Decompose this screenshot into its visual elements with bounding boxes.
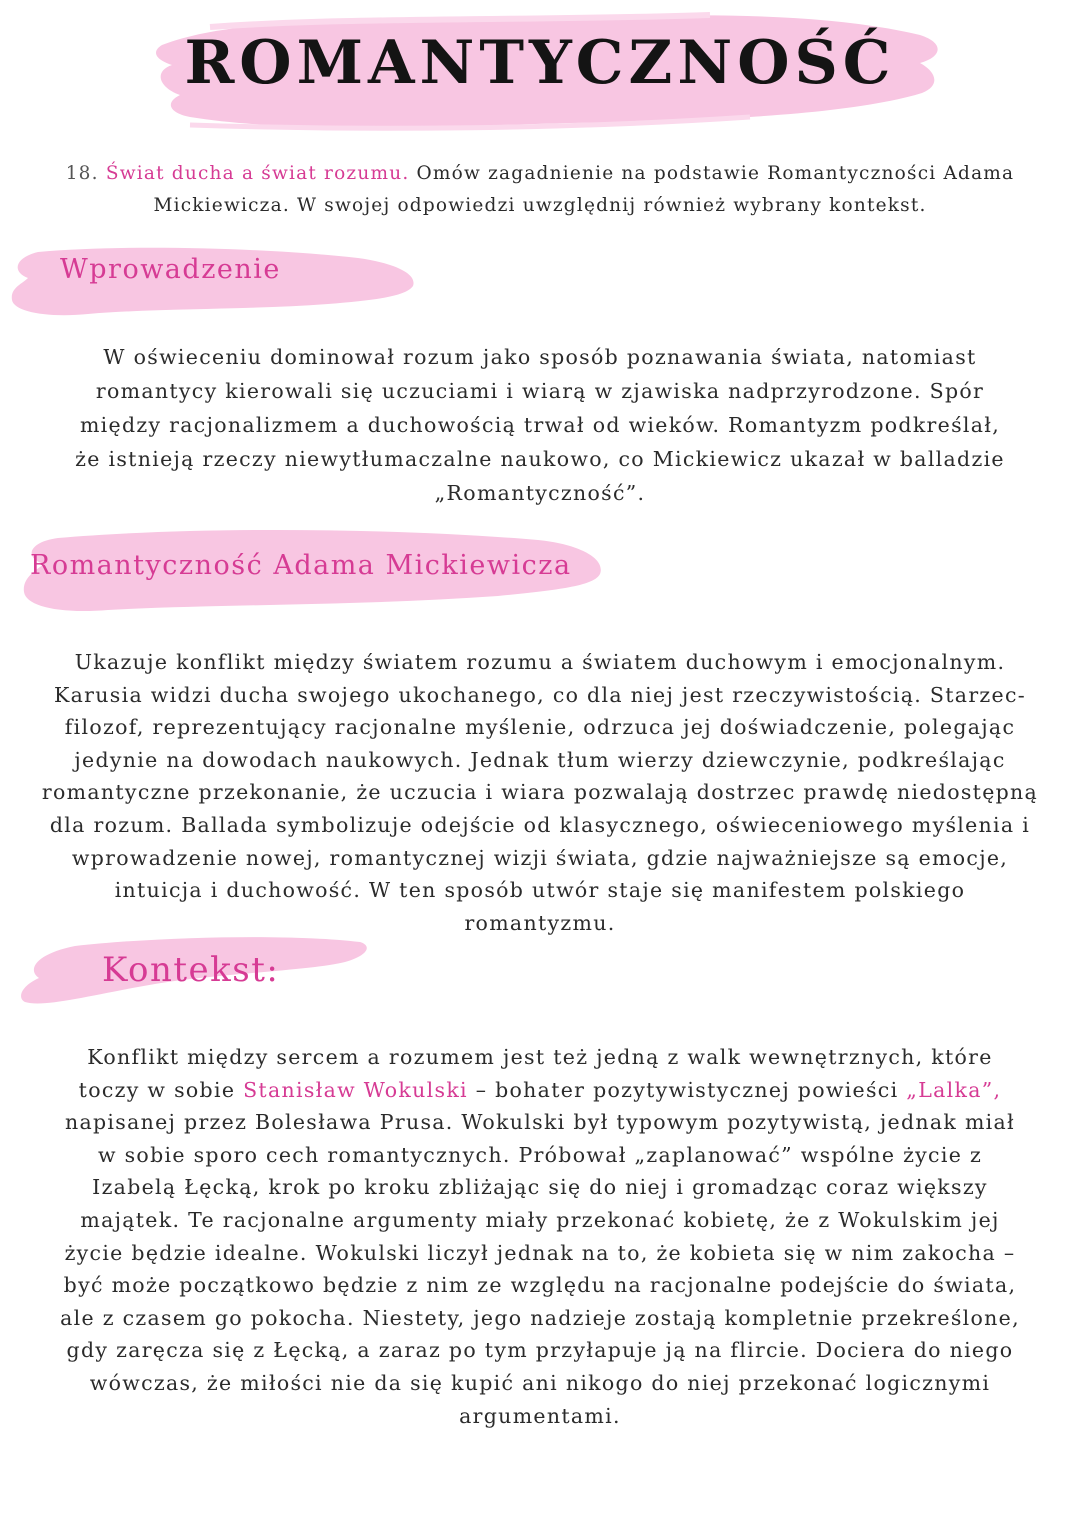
paragraph-line: filozof, reprezentujący racjonalne myślenie, odrzuca jej doświadczenie, polegając bbox=[64, 715, 1016, 740]
paragraph-line: być może początkowo będzie z nim ze względu na racjonalne podejście do świata, bbox=[63, 1273, 1017, 1298]
paragraph-line bbox=[79, 1078, 1002, 1102]
paragraph-line: napisanej przez Bolesława Prusa. Wokulski był typowym pozytywistą, jednak miał bbox=[64, 1110, 1016, 1135]
paragraph-line: argumentami. bbox=[459, 1403, 621, 1428]
paragraph-line: romantycy kierowali się uczuciami i wiarą w zjawiska nadprzyrodzone. Spór bbox=[95, 379, 985, 403]
line-text: toczy w sobie bbox=[78, 1077, 236, 1102]
paragraph-line: intuicja i duchowość. W ten sposób utwór staje się manifestem polskiego bbox=[114, 878, 966, 903]
question-text-line1: Omów zagadnienie na podstawie Romantyczności Adama bbox=[416, 163, 1015, 184]
paragraph-line: Konflikt między sercem a rozumem jest też jedną z walk wewnętrznych, które bbox=[87, 1045, 993, 1069]
context-paragraph bbox=[8, 1041, 1072, 1432]
paragraph-line: między racjonalizmem a duchowością trwał od wieków. Romantyzm podkreślał, bbox=[79, 413, 1001, 437]
section-heading-intro: Wprowadzenie bbox=[60, 254, 281, 285]
paragraph-line: życie będzie idealne. Wokulski liczył jednak na to, że kobieta się w nim zakocha – bbox=[64, 1240, 1016, 1265]
paragraph-line: „Romantyczność”. bbox=[434, 481, 646, 505]
paragraph-line: jedynie na dowodach naukowych. Jednak tłum wierzy dziewczynie, podkreślając bbox=[74, 747, 1006, 772]
paragraph-line: Karusia widzi ducha swojego ukochanego, co dla niej jest rzeczywistością. Starzec- bbox=[54, 682, 1026, 707]
paragraph-line: romantyczne przekonanie, że uczucia i wiara pozwalają dostrzec prawdę niedostępną bbox=[41, 780, 1039, 805]
question-number: 18. bbox=[65, 163, 99, 184]
paragraph-line: że istnieją rzeczy niewytłumaczalne naukowo, co Mickiewicz ukazał w balladzie bbox=[75, 447, 1005, 471]
paragraph-line: wprowadzenie nowej, romantycznej wizji świata, gdzie najważniejsze są emocje, bbox=[71, 845, 1009, 870]
paragraph-line: dla rozum. Ballada symbolizuje odejście od klasycznego, oświeceniowego myślenia i bbox=[49, 812, 1031, 837]
paragraph-line: wówczas, że miłości nie da się kupić ani nikogo do niej przekonać logicznymi bbox=[89, 1370, 991, 1395]
paragraph-line: gdy zaręcza się z Łęcką, a zaraz po tym przyłapuje ją na flircie. Dociera do niego bbox=[66, 1338, 1014, 1363]
paragraph-line: W oświeceniu dominował rozum jako sposób poznawania świata, natomiast bbox=[103, 345, 977, 369]
section-heading-ballad: Romantyczność Adama Mickiewicza bbox=[30, 550, 572, 581]
line-text: – bohater pozytywistycznej powieści bbox=[475, 1077, 899, 1102]
book-title: „Lalka”, bbox=[906, 1077, 1002, 1102]
question-text-line2: Mickiewicza. W swojej odpowiedzi uwzględnij również wybrany kontekst. bbox=[153, 195, 927, 216]
page-title: ROMANTYCZNOŚĆ bbox=[184, 28, 896, 98]
paragraph-line: Izabelą Łęcką, krok po kroku zbliżając się do niej i gromadząc coraz większy bbox=[92, 1175, 988, 1200]
paragraph-line: ale z czasem go pokocha. Niestety, jego nadzieje zostają kompletnie przekreślone, bbox=[60, 1305, 1020, 1330]
paragraph-line: Ukazuje konflikt między światem rozumu a światem duchowym i emocjonalnym. bbox=[74, 650, 1006, 674]
paragraph-line: w sobie sporo cech romantycznych. Próbował „zaplanować” wspólne życie z bbox=[97, 1142, 983, 1167]
intro-paragraph bbox=[8, 340, 1072, 510]
paragraph-line: majątek. Te racjonalne argumenty miały przekonać kobietę, że z Wokulskim jej bbox=[80, 1207, 1000, 1232]
exam-question bbox=[10, 158, 1070, 222]
character-name: Stanisław Wokulski bbox=[243, 1077, 468, 1102]
ballad-paragraph bbox=[8, 646, 1072, 939]
question-topic: Świat ducha a świat rozumu. bbox=[105, 163, 410, 184]
paragraph-line: romantyzmu. bbox=[464, 910, 616, 935]
section-heading-context: Kontekst: bbox=[102, 950, 280, 990]
